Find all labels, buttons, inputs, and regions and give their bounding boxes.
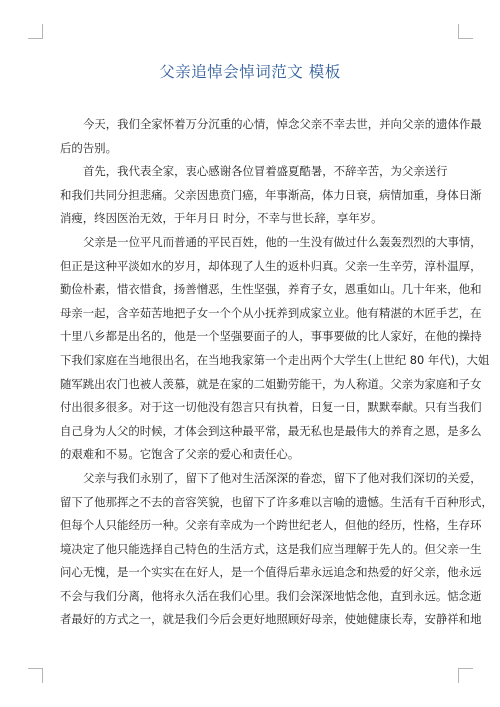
crop-mark-top-left — [28, 24, 43, 39]
paragraph-3 — [60, 231, 490, 467]
text-line: 付出很多很多。对于这一切他没有怨言只有执着，日复一日，默默奉献。只有当我们 — [60, 400, 482, 415]
text-line: 问心无愧，是一个实实在在好人，是一个值得后辈永远追念和热爱的好父亲，他永远 — [60, 565, 482, 580]
text-line: 者最好的方式之一，就是我们今后会更好地照顾好母亲，使她健康长寿，安静祥和地 — [60, 612, 482, 627]
text-line: 但正是这种平淡如水的岁月，却体现了人生的返朴归真。父亲一生辛劳，淳朴温厚， — [60, 258, 482, 273]
text-line: 的艰难和不易。它饱含了父亲的爱心和责任心。 — [60, 447, 300, 462]
text-line: 随军跳出农门也被人羡慕，就是在家的二姐勤劳能干，为人称道。父亲为家庭和子女 — [60, 376, 482, 391]
crop-mark-bottom-left — [28, 668, 43, 683]
text-line: 父亲是一位平凡而普通的平民百姓，他的一生没有做过什么轰轰烈烈的大事情， — [83, 234, 482, 249]
text-line: 父亲与我们永别了，留下了他对生活深深的眷恋，留下了他对我们深切的关爱， — [83, 470, 482, 485]
text-line: 境决定了他只能选择自己特色的生活方式，这是我们应当理解于先人的。但父亲一生 — [60, 541, 482, 556]
text-line: 后的告别。 — [60, 140, 117, 155]
paragraph-2 — [60, 160, 482, 231]
crop-mark-bottom-right — [458, 668, 473, 683]
paragraph-4 — [60, 467, 493, 632]
text-line: 今天，我们全家怀着万分沉重的心情，悼念父亲不幸去世，并向父亲的遗体作最 — [83, 117, 482, 131]
document-title: 父亲追悼会悼词范文 模板 — [159, 63, 341, 81]
text-line: 和我们共同分担悲痛。父亲因患贲门癌，年事渐高，体力日衰，病情加重，身体日渐 — [60, 187, 482, 202]
text-line: 勤俭朴素，惜衣惜食，扬善憎恶，生性坚强，养育子女，恩重如山。几十年来，他和 — [60, 282, 482, 297]
document-body — [60, 113, 493, 632]
text-line: 自己身为人父的时候，才体会到这种最平常，最无私也是最伟大的养育之恩，是多么 — [60, 423, 482, 438]
paragraph-1 — [60, 113, 482, 160]
text-line: 消瘦，终因医治无效，于年月日 时分，不幸与世长辞，享年岁。 — [60, 211, 383, 226]
text-line: 首先，我代表全家，衷心感谢各位冒着盛夏酷暑，不辞辛苦，为父亲送行 — [83, 164, 448, 179]
text-line: 留下了他那挥之不去的音容笑貌，也留下了许多难以言喻的遗憾。生活有千百种形式， — [60, 494, 493, 509]
text-line: 不会与我们分离，他将永久活在我们心里。我们会深深地惦念他，直到永远。惦念逝 — [60, 588, 482, 603]
crop-mark-top-right — [458, 24, 473, 39]
text-line: 下我们家庭在当地很出名，在当地我家第一个走出两个大学生(上世纪 80 年代)，大姐 — [60, 352, 490, 367]
text-line: 母亲一起，含辛茹苦地把子女一个个从小抚养到成家立业。他有精湛的木匠手艺，在 — [60, 305, 482, 320]
text-line: 但每个人只能经历一种。父亲有幸成为一个跨世纪老人，但他的经历，性格，生存环 — [60, 518, 482, 533]
text-line: 十里八乡都是出名的，他是一个坚强要面子的人，事事要做的比人家好，在他的操持 — [60, 329, 482, 344]
